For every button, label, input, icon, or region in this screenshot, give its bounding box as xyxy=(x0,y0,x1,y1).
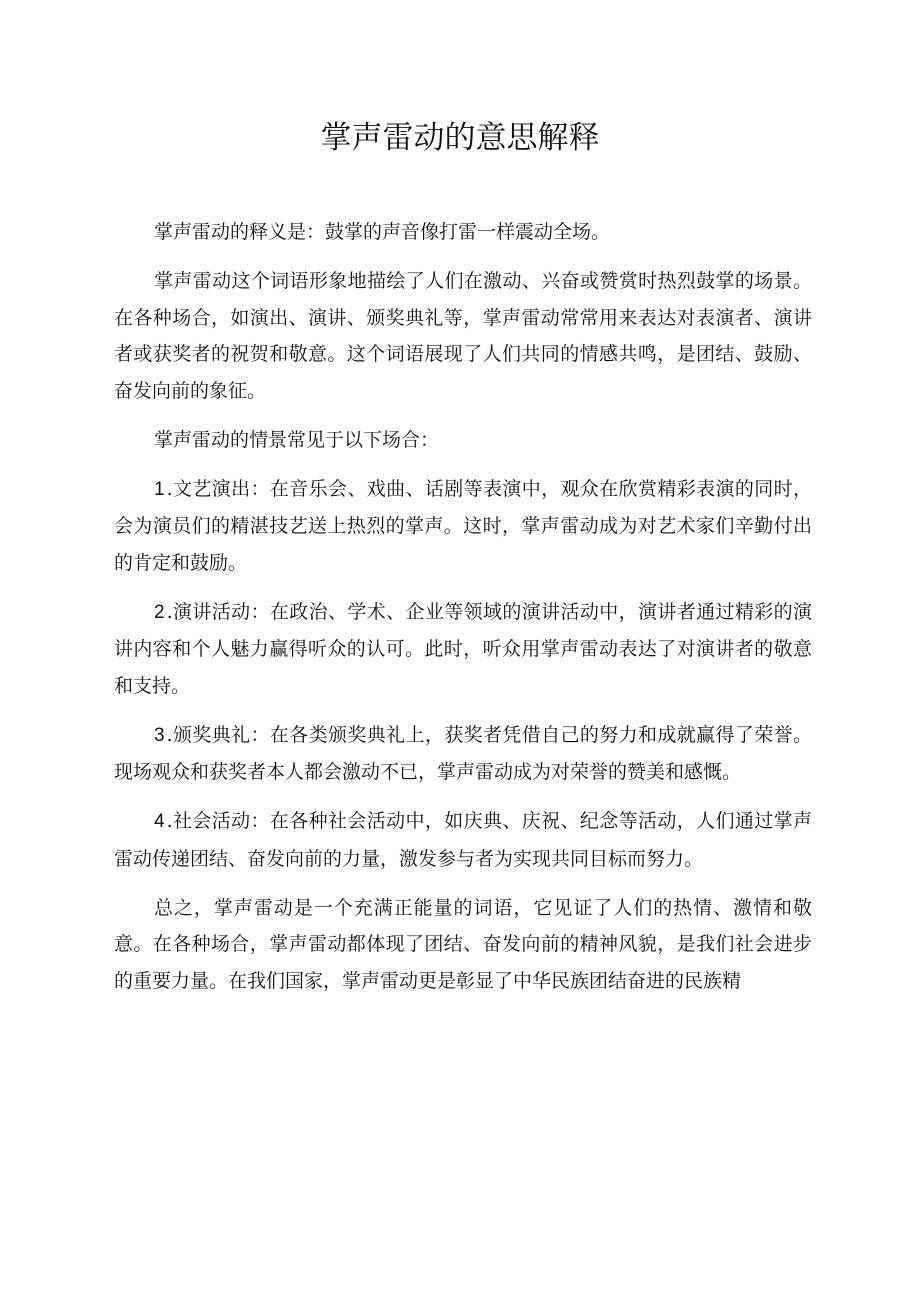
document-title: 掌声雷动的意思解释 xyxy=(320,120,600,156)
document-body xyxy=(114,214,812,1012)
list-item-number: 1 xyxy=(154,478,167,500)
paragraph-occasions-intro xyxy=(114,422,812,459)
paragraph-definition xyxy=(114,214,812,251)
paragraph-text: 总之，掌声雷动是一个充满正能量的词语，它见证了人们的热情、激情和敬意。在各种场合，掌声雷动都体现了团结、奋发向前的精神风貌，是我们社会进步的重要力量。在我们国家，掌声雷动更是彰显了中华民族团结奋进的民族精 xyxy=(114,896,812,992)
paragraph-text: 掌声雷动的释义是：鼓掌的声音像打雷一样震动全场。 xyxy=(154,221,611,243)
list-item-text: .演讲活动：在政治、学术、企业等领域的演讲活动中，演讲者通过精彩的演讲内容和个人魅力赢得听众的认可。此时，听众用掌声雷动表达了对演讲者的敬意和支持。 xyxy=(114,600,812,697)
list-item-speech xyxy=(114,594,812,705)
paragraph-conclusion xyxy=(114,890,812,1000)
list-item-award-ceremony xyxy=(114,717,812,791)
list-item-number: 2 xyxy=(154,601,167,623)
list-item-number: 3 xyxy=(154,724,167,746)
paragraph-description xyxy=(114,263,812,409)
list-item-text: .颁奖典礼：在各类颁奖典礼上，获奖者凭借自己的努力和成就赢得了荣誉。现场观众和获奖者本人都会激动不已，掌声雷动成为对荣誉的赞美和感慨。 xyxy=(114,723,812,783)
paragraph-text: 掌声雷动这个词语形象地描绘了人们在激动、兴奋或赞赏时热烈鼓掌的场景。在各种场合，如演出、演讲、颁奖典礼等，掌声雷动常常用来表达对表演者、演讲者或获奖者的祝贺和敬意。这个词语展现了人们共同的情感共鸣，是团结、鼓励、奋发向前的象征。 xyxy=(114,270,812,402)
list-item-text: .社会活动：在各种社会活动中，如庆典、庆祝、纪念等活动，人们通过掌声雷动传递团结、奋发向前的力量，激发参与者为实现共同目标而努力。 xyxy=(114,810,812,870)
list-item-number: 4 xyxy=(154,811,167,832)
list-item-performance xyxy=(114,471,812,582)
paragraph-text: 掌声雷动的情景常见于以下场合： xyxy=(154,428,440,451)
list-item-text: .文艺演出：在音乐会、戏曲、话剧等表演中，观众在欣赏精彩表演的同时，会为演员们的精湛技艺送上热烈的掌声。这时，掌声雷动成为对艺术家们辛勤付出的肯定和鼓励。 xyxy=(114,477,812,574)
list-item-social-activity xyxy=(114,803,812,877)
